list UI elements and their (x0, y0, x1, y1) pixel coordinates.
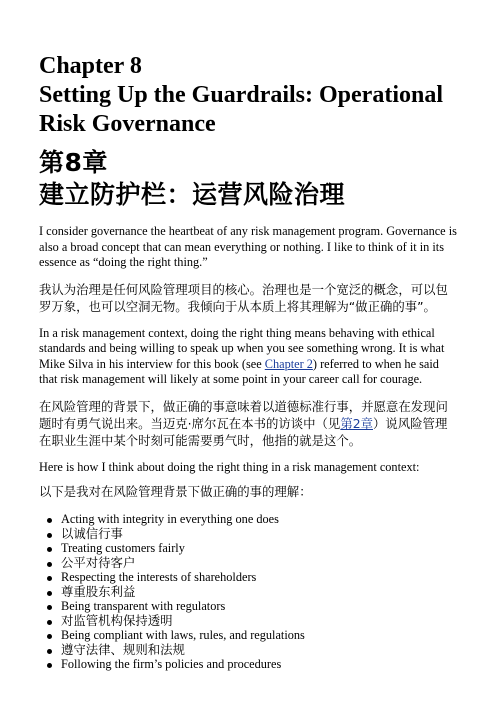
chapter-title-line-1: Setting Up the Guardrails: Operational (39, 82, 444, 108)
list-item (39, 527, 459, 542)
paragraph-2-english (39, 326, 459, 388)
chapter-title-zh: 建立防护栏：运营风险治理 (39, 180, 346, 209)
bullet-icon (47, 562, 52, 567)
chapter-title-chinese (39, 147, 459, 211)
list-item-text: Being transparent with regulators (61, 599, 226, 613)
list-item (39, 512, 459, 527)
list-item (39, 585, 459, 600)
chapter-number-heading: Chapter 8 (39, 53, 142, 79)
list-item (39, 599, 459, 614)
list-item (39, 570, 459, 585)
bullet-icon (47, 547, 52, 552)
bullet-icon (47, 649, 52, 654)
list-item-text: Respecting the interests of shareholders (61, 570, 257, 584)
chapter-number-heading-zh: 第8章 (39, 148, 108, 177)
list-item-text: Being compliant with laws, rules, and regulations (61, 628, 305, 642)
chapter-title-line-2: Risk Governance (39, 111, 216, 137)
paragraph-2-text-before: In a risk management context, doing the right thing means behaving with ethical standards and being willing to speak up when you see something wrong. It is what Mike Silva in his interview for this book (see (39, 325, 445, 371)
paragraph-2-chinese (39, 398, 459, 449)
bullet-icon (47, 634, 52, 639)
bullet-icon (47, 518, 52, 523)
paragraph-1-chinese: 我认为治理是任何风险管理项目的核心。治理也是一个宽泛的概念，可以包罗万象，也可以空洞无物。我倾向于从本质上将其理解为“做正确的事”。 (39, 281, 448, 314)
list-item-text: 公平对待客户 (61, 554, 136, 570)
list-item (39, 541, 459, 556)
list-item-text: 对监管机构保持透明 (61, 612, 173, 628)
list-item-text: Acting with integrity in everything one does (61, 512, 279, 526)
list-item-text: 尊重股东利益 (61, 583, 136, 599)
bullet-icon (47, 591, 52, 596)
document-page (39, 52, 459, 672)
list-item (39, 628, 459, 643)
bullet-icon (47, 620, 52, 625)
list-item (39, 556, 459, 571)
paragraph-3-english: Here is how I think about doing the right thing in a risk management context: (39, 459, 420, 474)
paragraph-2-zh-text-after: ）说风险管理在职业生涯中某个时刻可能需要勇气时，他指的就是这个。 (39, 415, 448, 448)
list-item (39, 657, 459, 672)
chapter-title-english (39, 52, 459, 139)
paragraph-2-text-after: ) referred to when he said that risk management will likely at some point in your career call for courage. (39, 356, 439, 386)
list-item-text: 遵守法律、规则和法规 (61, 641, 185, 657)
chapter-2-link-zh[interactable]: 第2章 (340, 415, 373, 431)
bullet-icon (47, 533, 52, 538)
list-item-text: 以诚信行事 (61, 525, 123, 541)
paragraph-1-english: I consider governance the heartbeat of any risk management program. Governance is also a broad concept that can mean everything or nothing. I like to think of it in its essence as “doing the right thing.” (39, 224, 457, 269)
bullet-icon (47, 576, 52, 581)
list-item-text: Treating customers fairly (61, 541, 185, 555)
bullet-icon (47, 605, 52, 610)
list-item (39, 614, 459, 629)
paragraph-3-chinese: 以下是我对在风险管理背景下做正确的事的理解： (39, 484, 312, 499)
bullet-icon (47, 663, 52, 668)
chapter-2-link[interactable]: Chapter 2 (264, 356, 313, 371)
bullet-list (39, 512, 459, 672)
paragraph-2-zh-text-before: 在风险管理的背景下，做正确的事意味着以道德标准行事，并愿意在发现问题时有勇气说出来。当迈克·席尔瓦在本书的访谈中（见 (39, 398, 448, 431)
list-item (39, 643, 459, 658)
list-item-text: Following the firm’s policies and procedures (61, 657, 282, 671)
